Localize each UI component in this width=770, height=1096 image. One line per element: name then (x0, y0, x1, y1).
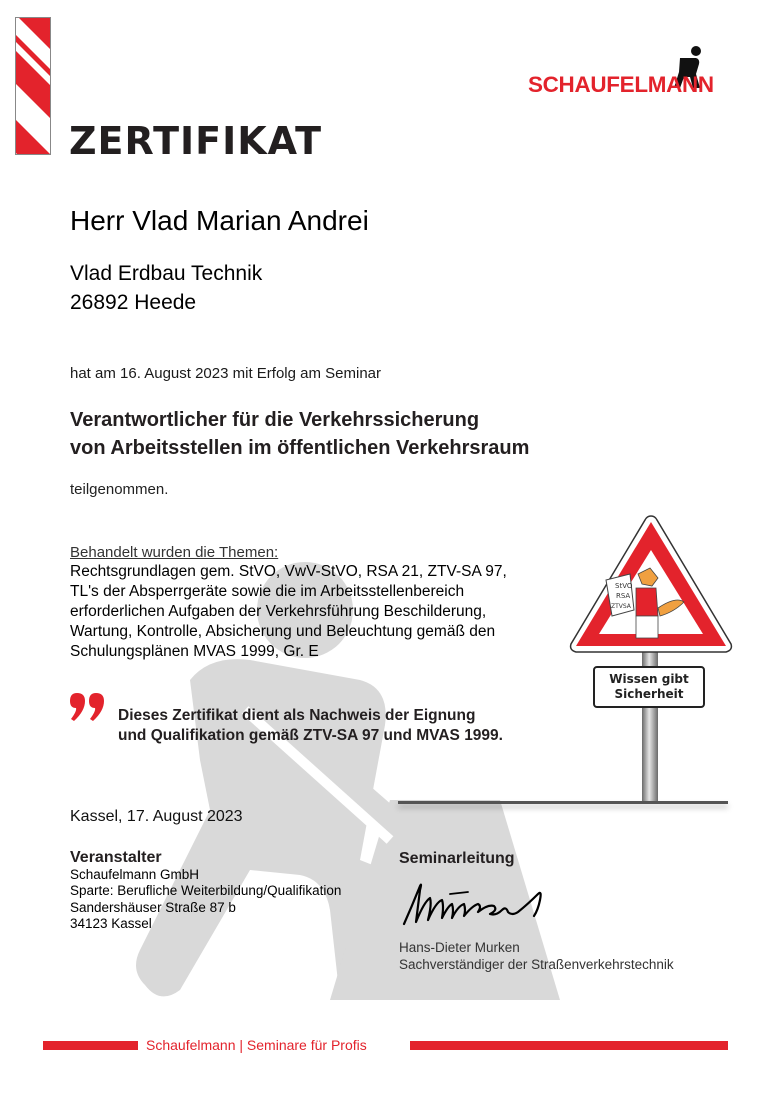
quote-line-2: und Qualifikation gemäß ZTV-SA 97 und MVAS 1999. (118, 727, 503, 744)
organizer-line: Sparte: Berufliche Weiterbildung/Qualifikation (70, 883, 342, 898)
recipient-company: Vlad Erdbau Technik (70, 262, 263, 285)
schaufelmann-logo (528, 44, 743, 96)
ground-line (398, 801, 728, 804)
topics-heading: Behandelt wurden die Themen: (70, 544, 279, 561)
footer-bar-left (43, 1041, 138, 1050)
svg-text:ZTVSA: ZTVSA (611, 603, 631, 610)
intro-text: hat am 16. August 2023 mit Erfolg am Seminar (70, 365, 381, 382)
logo-text: SCHAUFELMANN (528, 72, 714, 97)
participated-text: teilgenommen. (70, 481, 169, 498)
seminar-title-line-1: Verantwortlicher für die Verkehrssicherung (70, 409, 480, 431)
topics-line: Schulungsplänen MVAS 1999, Gr. E (70, 643, 319, 660)
seminar-lead-role: Sachverständiger der Straßenverkehrstechnik (399, 957, 674, 972)
barrier-post-icon (15, 17, 51, 155)
svg-text:RSA: RSA (616, 592, 631, 600)
organizer-line: Sandershäuser Straße 87 b (70, 900, 236, 915)
quote-mark-icon (68, 693, 106, 723)
topics-line: TL's der Absperrgeräte sowie die im Arbeitsstellenbereich (70, 583, 465, 600)
organizer-heading: Veranstalter (70, 849, 162, 866)
seminar-title-line-2: von Arbeitsstellen im öffentlichen Verkehrsraum (70, 437, 530, 459)
topics-list (70, 562, 570, 662)
footer-bar-right (410, 1041, 728, 1050)
topics-line: erforderlichen Aufgaben der Verkehrsführung Beschilderung, (70, 603, 487, 620)
warning-sign-illustration (566, 512, 736, 812)
organizer-line: Schaufelmann GmbH (70, 867, 200, 882)
seminar-lead-heading: Seminarleitung (399, 850, 515, 867)
topics-line: Wartung, Kontrolle, Absicherung und Beleuchtung gemäß den (70, 623, 496, 640)
certificate-title: ZERTIFIKAT (69, 119, 323, 163)
place-date: Kassel, 17. August 2023 (70, 808, 243, 825)
sign-plate-line-1: Wissen gibt (609, 672, 689, 686)
quote-line-1: Dieses Zertifikat dient als Nachweis der Eignung (118, 707, 476, 724)
recipient-city: 26892 Heede (70, 291, 197, 314)
topics-line: Rechtsgrundlagen gem. StVO, VwV-StVO, RSA 21, ZTV-SA 97, (70, 563, 507, 580)
footer-slogan: Schaufelmann | Seminare für Profis (146, 1037, 367, 1053)
sign-plate (593, 666, 705, 708)
seminar-lead-name: Hans-Dieter Murken (399, 940, 520, 955)
organizer-line: 34123 Kassel (70, 916, 152, 931)
svg-text:StVO: StVO (615, 582, 633, 590)
sign-plate-line-2: Sicherheit (614, 687, 684, 701)
signature-image (398, 876, 558, 938)
recipient-name: Herr Vlad Marian Andrei (70, 205, 369, 236)
